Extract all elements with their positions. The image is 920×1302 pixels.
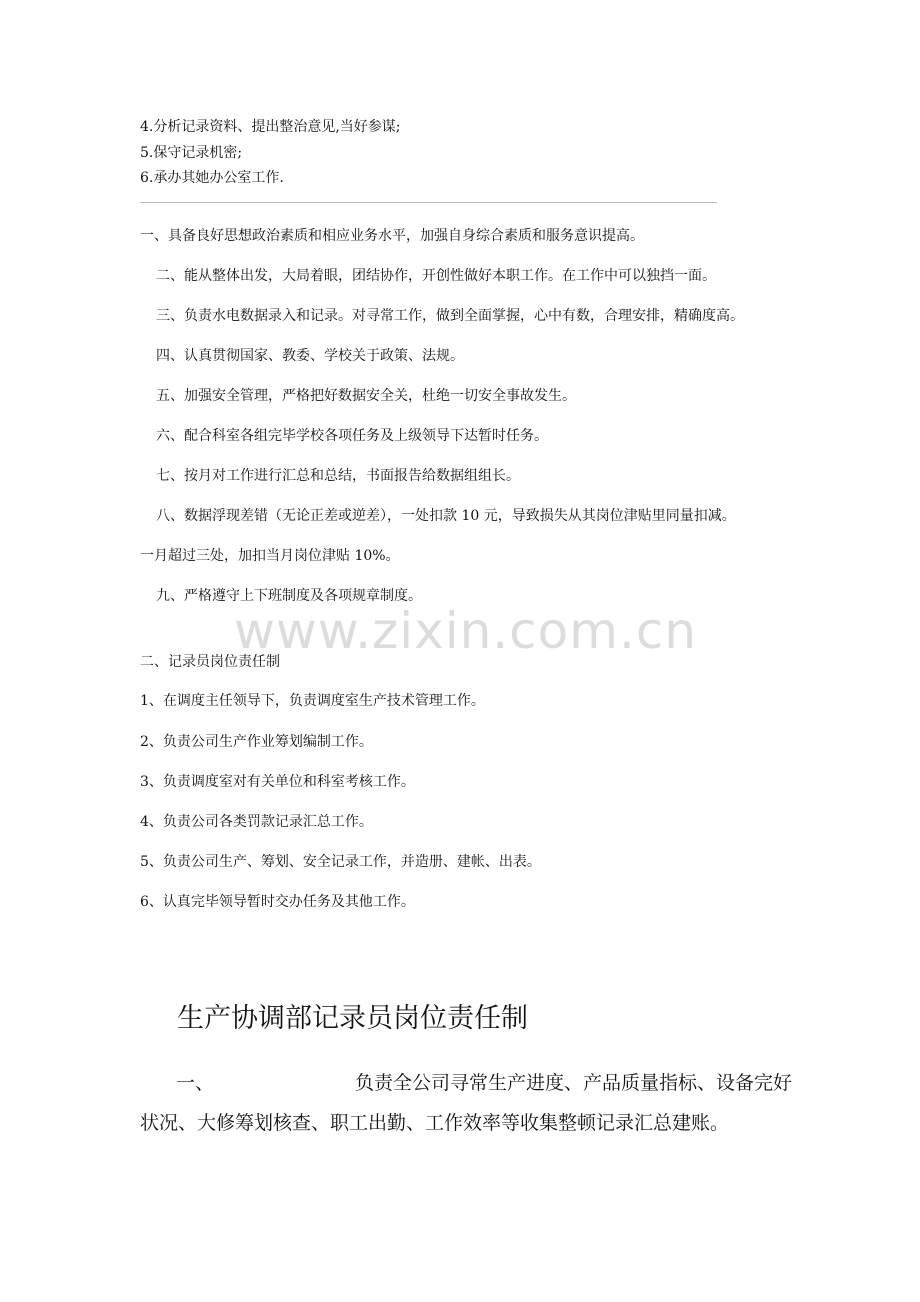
paragraph: 一、具备良好思想政治素质和相应业务水平，加强自身综合素质和服务意识提高。 xyxy=(140,228,644,244)
list-item: 5.保守记录机密; xyxy=(140,145,243,161)
paragraph-number: 一、 xyxy=(176,1072,215,1094)
list-item: 5、负责公司生产、筹划、安全记录工作，并造册、建帐、出表。 xyxy=(140,854,541,870)
list-item: 4、负责公司各类罚款记录汇总工作。 xyxy=(140,814,373,830)
paragraph: 九、严格遵守上下班制度及各项规章制度。 xyxy=(156,588,422,604)
list-item: 3、负责调度室对有关单位和科室考核工作。 xyxy=(140,774,415,790)
paragraph: 五、加强安全管理，严格把好数据安全关，杜绝一切安全事故发生。 xyxy=(156,388,576,404)
list-item: 2、负责公司生产作业筹划编制工作。 xyxy=(140,734,373,750)
list-item: 6.承办其她办公室工作. xyxy=(140,170,284,186)
paragraph: 三、负责水电数据录入和记录。对寻常工作，做到全面掌握，心中有数，合理安排，精确度高。 xyxy=(156,308,744,324)
paragraph: 二、能从整体出发，大局着眼，团结协作，开创性做好本职工作。在工作中可以独挡一面。 xyxy=(156,268,716,284)
paragraph: 六、配合科室各组完毕学校各项任务及上级领导下达暂时任务。 xyxy=(156,428,548,444)
paragraph: 八、数据浮现差错（无论正差或逆差），一处扣款 10 元，导致损失从其岗位津贴里同量扣减。 xyxy=(156,508,736,524)
paragraph-continuation: 一月超过三处，加扣当月岗位津贴 10%。 xyxy=(140,548,400,564)
list-item: 1、在调度主任领导下，负责调度室生产技术管理工作。 xyxy=(140,693,485,709)
paragraph: 四、认真贯彻国家、教委、学校关于政策、法规。 xyxy=(156,348,464,364)
list-item: 6、认真完毕领导暂时交办任务及其他工作。 xyxy=(140,894,415,910)
watermark: www.zixin.com.cn xyxy=(234,602,698,660)
paragraph: 负责全公司寻常生产进度、产品质量指标、设备完好 xyxy=(355,1072,793,1094)
horizontal-divider xyxy=(140,202,717,203)
list-item: 4.分析记录资料、提出整治意见,当好参谋; xyxy=(140,119,401,135)
document-title: 生产协调部记录员岗位责任制 xyxy=(177,1003,528,1034)
section-heading: 二、记录员岗位责任制 xyxy=(140,654,280,670)
paragraph: 七、按月对工作进行汇总和总结，书面报告给数据组组长。 xyxy=(156,468,520,484)
paragraph-continuation: 状况、大修筹划核查、职工出勤、工作效率等收集整顿记录汇总建账。 xyxy=(140,1112,730,1134)
